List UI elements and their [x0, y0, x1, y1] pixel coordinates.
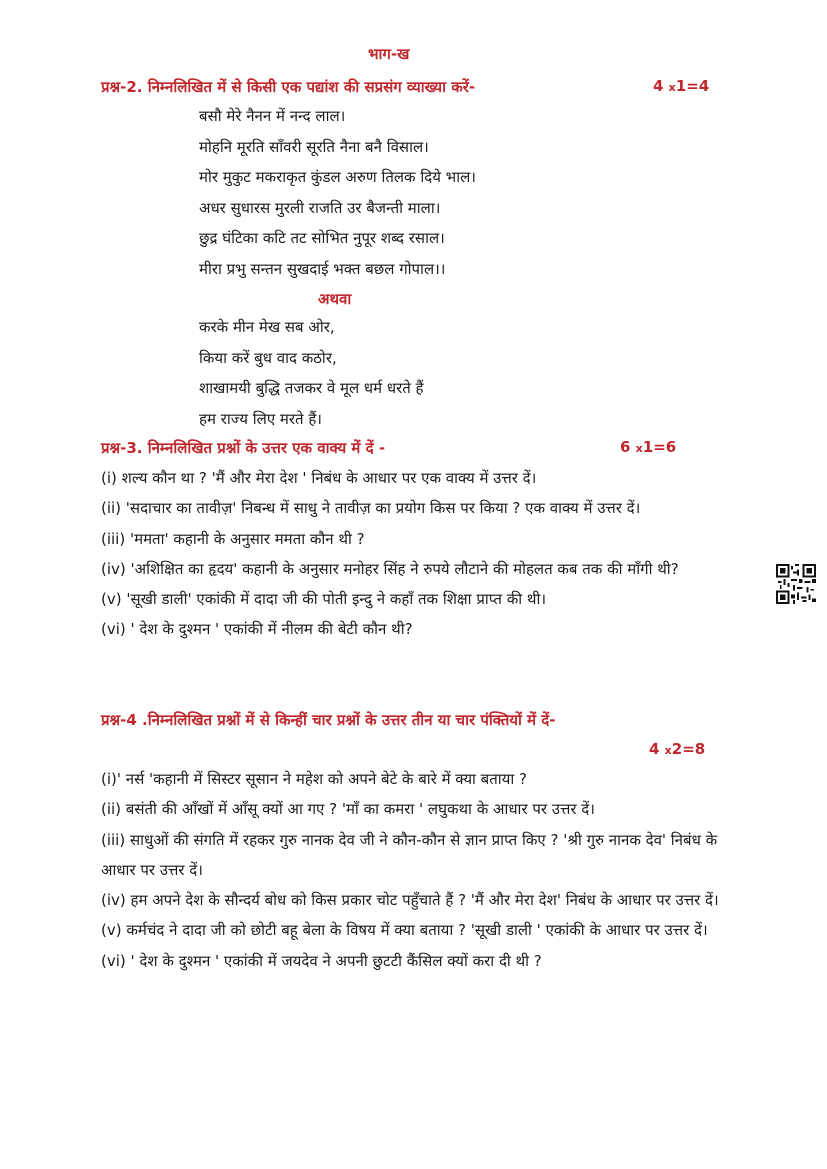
q4-marks [649, 740, 705, 758]
poem-line: किया करें बुध वाद कठोर, [199, 348, 337, 367]
list-item: (i) शल्य कौन था ? 'मैं और मेरा देश ' निबंध के आधार पर एक वाक्य में उत्तर दें। [101, 469, 537, 487]
poem-2 [199, 312, 424, 434]
poem-line: मोर मुकुट मकराकृत कुंडल अरुण तिलक दिये भाल। [199, 168, 476, 186]
q4-marks-b: 2=8 [671, 740, 706, 758]
qr-code-icon [776, 564, 816, 604]
list-item: (iii) साधुओं की संगति में रहकर गुरु नानक देव जी ने कौन-कौन से ज्ञान प्राप्त किए ? 'श्री गुरु नानक देव' निबंध के आधार पर उत्तर दें। [101, 830, 718, 879]
q3-list [101, 463, 726, 645]
q2-marks-b: 1=4 [675, 77, 710, 95]
q4-list [101, 764, 726, 976]
q2-marks-x: x [668, 81, 676, 94]
poem-1 [199, 101, 476, 284]
q4-heading: प्रश्न-4 .निम्नलिखित प्रश्नों में से किन्हीं चार प्रश्नों के उत्तर तीन या चार पंक्तियों में दें- [101, 711, 556, 729]
list-item: (vi) ' देश के दुश्मन ' एकांकी में नीलम की बेटी कौन थी? [101, 620, 413, 639]
q3-marks-x: x [635, 442, 643, 455]
section-title: भाग-ख [368, 45, 410, 63]
list-item: (ii) 'सदाचार का तावीज़' निबन्ध में साधु ने तावीज़ का प्रयोग किस पर किया ? एक वाक्य में उत्तर दें। [101, 499, 641, 518]
or-label: अथवा [318, 290, 352, 308]
poem-line: शाखामयी बुद्धि तजकर वे मूल धर्म धरते हैं [199, 379, 424, 397]
list-item: (vi) ' देश के दुश्मन ' एकांकी में जयदेव ने अपनी छुटटी कैंसिल क्यों करा दी थी ? [101, 951, 542, 970]
q3-heading: प्रश्न-3. निम्नलिखित प्रश्नों के उत्तर एक वाक्य में दें - [101, 439, 386, 457]
poem-line: करके मीन मेख सब ओर, [199, 318, 335, 336]
q4-marks-a: 4 [649, 740, 660, 758]
poem-line: अधर सुधारस मुरली राजति उर बैजन्ती माला। [199, 198, 441, 217]
poem-line: हम राज्य लिए मरते हैं। [199, 409, 322, 428]
list-item: (iv) हम अपने देश के सौन्दर्य बोध को किस प्रकार चोट पहुँचाते हैं ? 'मैं और मेरा देश' निबंध के आधार पर उत्तर दें। [101, 891, 719, 910]
q2-heading: प्रश्न-2. निम्नलिखित में से किसी एक पद्यांश की सप्रसंग व्याख्या करें- [101, 78, 476, 96]
list-item: (iii) 'ममता' कहानी के अनुसार ममता कौन थी ? [101, 529, 365, 548]
poem-line: छुद्र घंटिका कटि तट सोभित नुपूर शब्द रसाल। [199, 229, 445, 247]
q4-marks-x: x [664, 744, 672, 757]
list-item: (v) कर्मचंद ने दादा जी को छोटी बहू बेला के विषय में क्या बताया ? 'सूखी डाली ' एकांकी के आधार पर उत्तर दें। [101, 921, 708, 940]
list-item: (iv) 'अशिक्षित का हृदय' कहानी के अनुसार मनोहर सिंह ने रुपये लौटाने की मोहलत कब तक की माँगी थी? [101, 559, 679, 578]
q2-marks-a: 4 [653, 77, 664, 95]
q3-marks-b: 1=6 [642, 438, 677, 456]
q3-marks [620, 438, 676, 456]
q3-marks-a: 6 [620, 438, 631, 456]
list-item: (i)' नर्स 'कहानी में सिस्टर सूसान ने महेश को अपने बेटे के बारे में क्या बताया ? [101, 770, 527, 788]
poem-line: मीरा प्रभु सन्तन सुखदाई भक्त बछल गोपाल।। [199, 259, 446, 278]
poem-line: बसौ मेरे नैनन में नन्द लाल। [199, 107, 346, 125]
list-item: (ii) बसंती की आँखों में आँसू क्यों आ गए ? 'माँ का कमरा ' लघुकथा के आधार पर उत्तर दें। [101, 800, 595, 819]
list-item: (v) 'सूखी डाली' एकांकी में दादा जी की पोती इन्दु ने कहाँ तक शिक्षा प्राप्त की थी। [101, 590, 547, 609]
poem-line: मोहनि मूरति साँवरी सूरति नैना बनै विसाल। [199, 137, 429, 156]
q2-marks [653, 77, 709, 95]
